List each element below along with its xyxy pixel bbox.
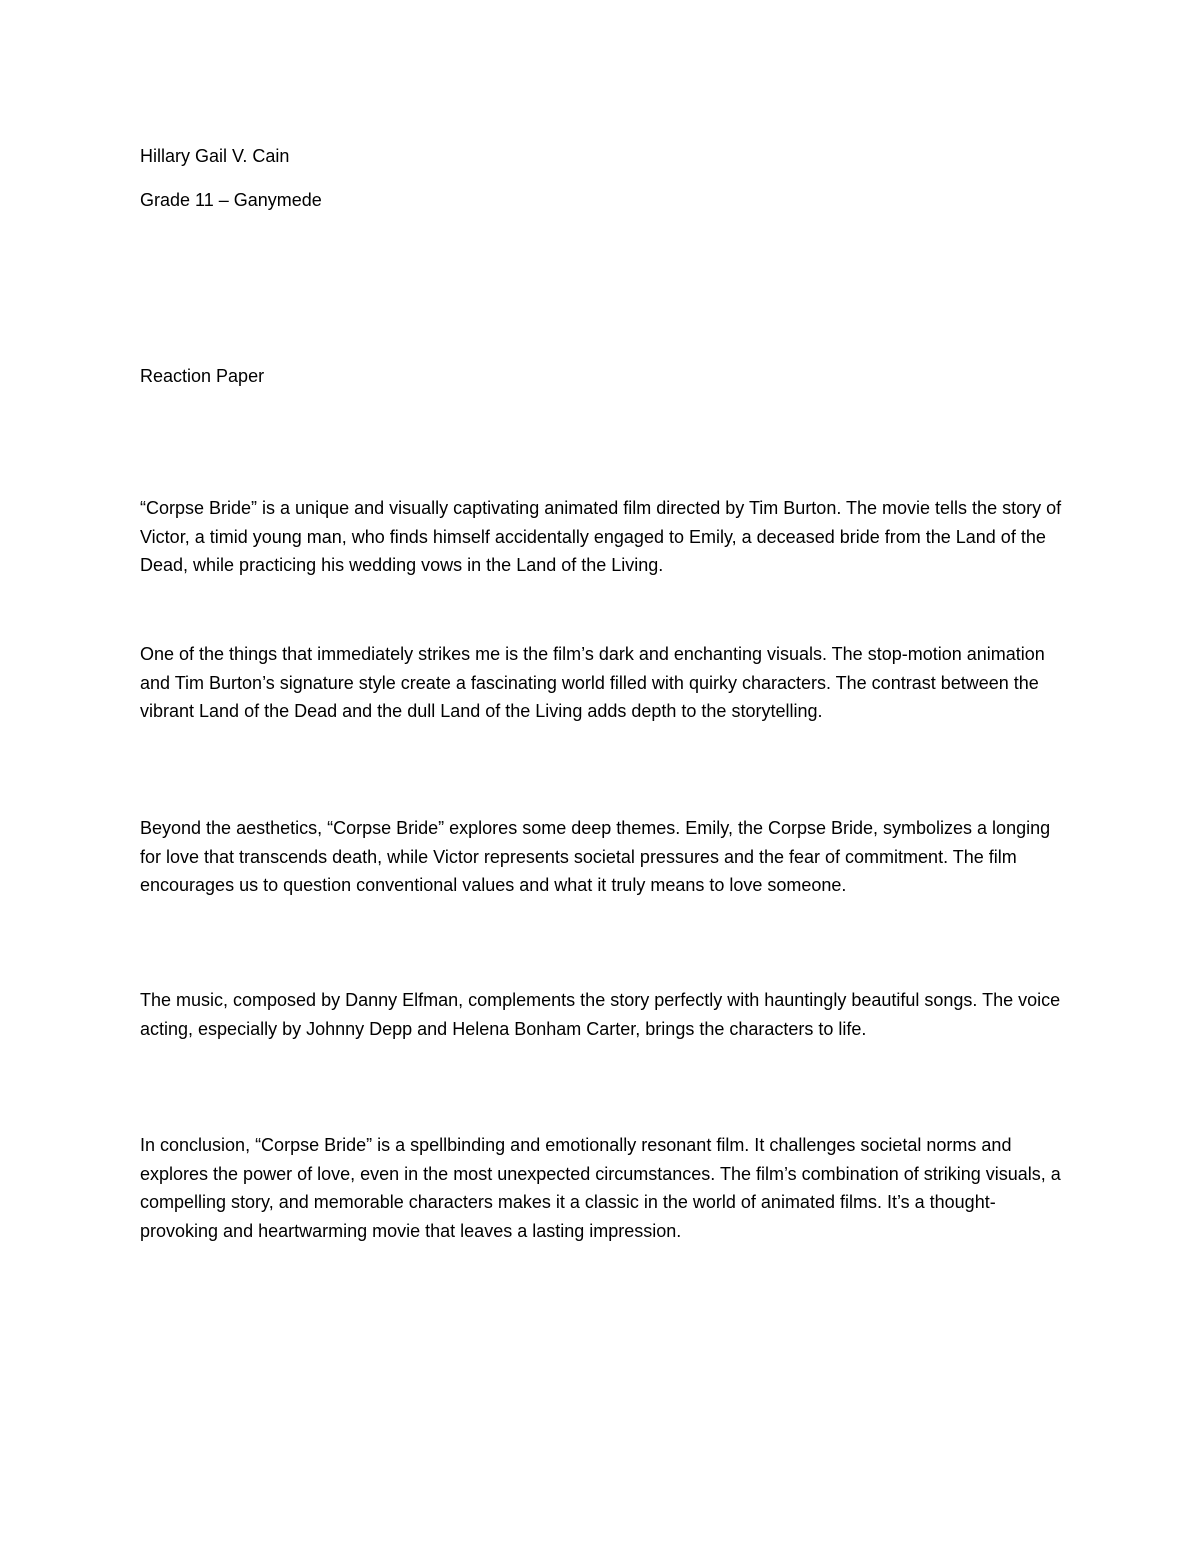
paragraph-introduction: “Corpse Bride” is a unique and visually captivating animated film directed by Tim Burton. The movie tells the story of Victor, a timid young man, who finds himself accidentally engaged to Emily, a deceased bride from the Land of the Dead, while practicing his wedding vows in the Land of the Living. (140, 498, 1062, 575)
document-title: Reaction Paper (140, 366, 265, 386)
paragraph-themes: Beyond the aesthetics, “Corpse Bride” explores some deep themes. Emily, the Corpse Bride, symbolizes a longing for love that transcends death, while Victor represents societal pressures and the fear of commitment. The film encourages us to question conventional values and what it truly means to love someone. (140, 818, 1051, 895)
paragraph-music: The music, composed by Danny Elfman, complements the story perfectly with hauntingly beautiful songs. The voice acting, especially by Johnny Depp and Helena Bonham Carter, brings the characters to life. (140, 990, 1061, 1039)
grade-section: Grade 11 – Ganymede (140, 190, 322, 210)
paragraph-conclusion: In conclusion, “Corpse Bride” is a spellbinding and emotionally resonant film. It challenges societal norms and explores the power of love, even in the most unexpected circumstances. The film’s combination of striking visuals, a compelling story, and memorable characters makes it a classic in the world of animated films. It’s a thought-provoking and heartwarming movie that leaves a lasting impression. (140, 1135, 1061, 1241)
paragraph-visuals: One of the things that immediately strikes me is the film’s dark and enchanting visuals. The stop-motion animation and Tim Burton’s signature style create a fascinating world filled with quirky characters. The contrast between the vibrant Land of the Dead and the dull Land of the Living adds depth to the storytelling. (140, 644, 1045, 721)
author-name: Hillary Gail V. Cain (140, 146, 290, 166)
